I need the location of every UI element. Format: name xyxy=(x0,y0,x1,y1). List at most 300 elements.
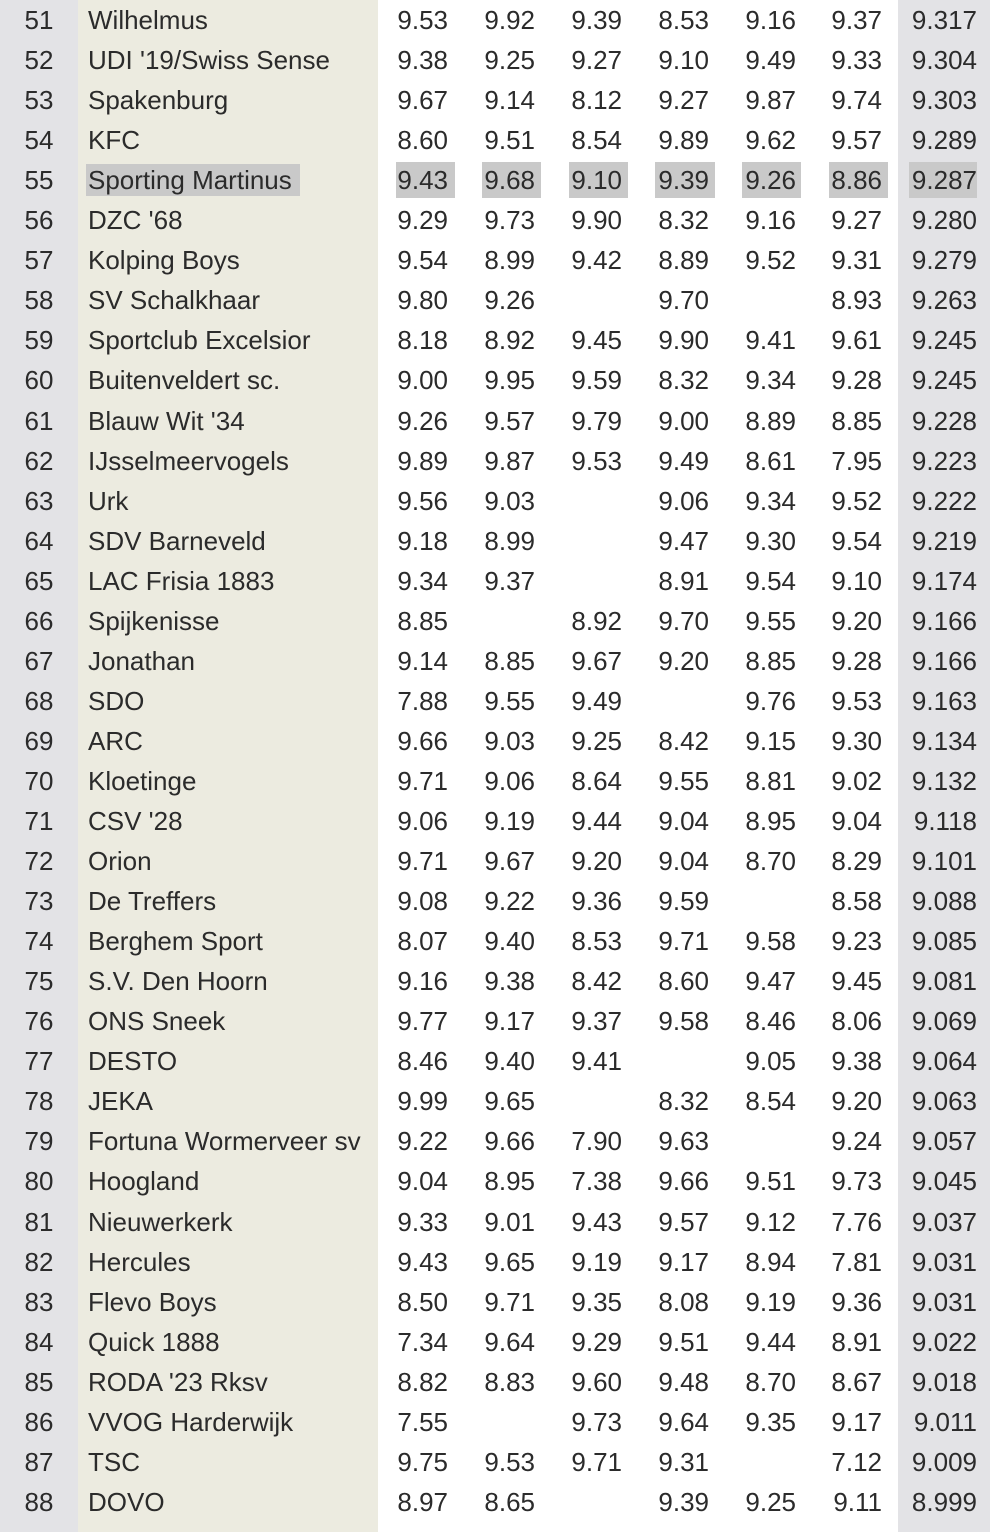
score-cell-4: 8.32 xyxy=(658,205,709,236)
team-name-cell[interactable] xyxy=(88,601,220,641)
score-cell-3: 9.43 xyxy=(571,1206,622,1237)
team-name-cell[interactable] xyxy=(88,801,183,841)
team-name-cell[interactable] xyxy=(88,1001,225,1041)
rank-cell: 52 xyxy=(24,45,54,76)
score-cell-1: 8.50 xyxy=(397,1286,448,1317)
team-name-cell[interactable] xyxy=(88,401,245,441)
score-cell-6: 9.17 xyxy=(831,1406,882,1437)
score-cell-6: 9.45 xyxy=(831,966,882,997)
team-name-cell[interactable] xyxy=(88,1202,233,1242)
total-score-cell: 9.163 xyxy=(911,685,977,716)
score-cell-1: 9.38 xyxy=(397,45,448,76)
team-name: S.V. Den Hoorn xyxy=(88,966,268,997)
score-cell-4: 9.70 xyxy=(658,285,709,316)
total-score-cell: 9.101 xyxy=(911,846,977,877)
score-cell-4: 9.04 xyxy=(658,806,709,836)
team-name-cell[interactable] xyxy=(88,921,263,961)
score-cell-3: 9.37 xyxy=(571,1006,622,1037)
score-cell-4: 9.31 xyxy=(658,1446,709,1477)
score-cell-3: 8.64 xyxy=(571,765,622,796)
rank-cell: 60 xyxy=(24,365,54,396)
score-cell-2: 9.17 xyxy=(484,1006,535,1037)
team-name-cell[interactable] xyxy=(88,1362,268,1402)
score-cell-3: 9.41 xyxy=(571,1046,622,1077)
score-cell-6: 9.36 xyxy=(831,1286,882,1317)
total-score-cell: 9.279 xyxy=(911,245,977,276)
score-cell-6: 7.12 xyxy=(831,1446,882,1477)
rank-cell: 51 xyxy=(24,5,54,35)
team-name: DZC '68 xyxy=(88,205,183,236)
team-name-cell[interactable] xyxy=(88,1402,293,1442)
score-cell-1: 9.34 xyxy=(397,565,448,596)
score-cell-5: 8.94 xyxy=(745,1246,796,1277)
table-row[interactable] xyxy=(0,360,990,400)
team-name-cell[interactable] xyxy=(88,681,144,721)
score-cell-6: 9.74 xyxy=(831,85,882,116)
score-cell-5: 9.15 xyxy=(745,725,796,756)
score-cell-2: 8.85 xyxy=(484,645,535,676)
score-cell-5: 9.52 xyxy=(745,245,796,276)
team-name: CSV '28 xyxy=(88,806,183,836)
rank-cell: 64 xyxy=(24,525,54,556)
team-name: Berghem Sport xyxy=(88,926,263,957)
score-cell-6: 8.29 xyxy=(831,846,882,877)
rank-cell: 88 xyxy=(24,1486,54,1517)
table-row[interactable] xyxy=(0,801,990,841)
total-score-cell: 9.085 xyxy=(911,926,977,957)
score-cell-1: 9.08 xyxy=(397,886,448,917)
table-row[interactable] xyxy=(0,1282,990,1322)
rank-cell: 66 xyxy=(24,605,54,636)
score-cell-6: 9.37 xyxy=(831,5,882,35)
table-row[interactable] xyxy=(0,320,990,360)
score-cell-3: 9.44 xyxy=(571,806,622,836)
score-cell-5: 8.89 xyxy=(745,405,796,436)
score-cell-6: 9.20 xyxy=(831,1086,882,1117)
team-name: SV Schalkhaar xyxy=(88,285,260,316)
rank-cell: 79 xyxy=(24,1126,54,1157)
score-cell-4: 9.27 xyxy=(658,85,709,116)
score-cell-4: 9.04 xyxy=(658,846,709,877)
table-row[interactable] xyxy=(0,601,990,641)
score-cell-6: 9.28 xyxy=(831,365,882,396)
table-row[interactable] xyxy=(0,0,990,40)
team-name-cell[interactable] xyxy=(88,120,140,160)
team-name-cell[interactable] xyxy=(88,0,208,40)
total-score-cell: 9.018 xyxy=(911,1366,977,1397)
score-cell-4: 9.49 xyxy=(658,445,709,476)
team-name: ARC xyxy=(88,725,143,756)
score-cell-4: 9.06 xyxy=(658,485,709,516)
total-score-cell: 9.011 xyxy=(913,1406,977,1437)
team-name-cell[interactable] xyxy=(88,1442,140,1482)
score-cell-3: 8.53 xyxy=(571,926,622,957)
score-cell-4: 8.08 xyxy=(658,1286,709,1317)
score-cell-2: 9.03 xyxy=(484,725,535,756)
score-cell-2: 9.55 xyxy=(484,685,535,716)
team-name: SDO xyxy=(88,685,145,716)
score-cell-5: 9.19 xyxy=(745,1286,796,1317)
team-name-cell[interactable] xyxy=(88,200,183,240)
team-name: Jonathan xyxy=(88,645,195,676)
score-cell-5: 9.35 xyxy=(745,1406,796,1437)
table-row[interactable] xyxy=(0,401,990,441)
table-row[interactable] xyxy=(0,1121,990,1161)
table-row[interactable] xyxy=(0,681,990,721)
total-score-cell: 9.174 xyxy=(911,565,977,596)
score-cell-2: 9.38 xyxy=(484,966,535,997)
score-cell-5: 9.51 xyxy=(745,1166,796,1197)
score-cell-3: 9.42 xyxy=(571,245,622,276)
score-cell-4: 9.00 xyxy=(658,405,709,436)
score-cell-2: 9.51 xyxy=(484,125,535,156)
total-score-cell: 9.069 xyxy=(911,1006,977,1037)
team-name: ONS Sneek xyxy=(88,1006,226,1037)
score-cell-4: 8.91 xyxy=(658,565,709,596)
rank-cell: 68 xyxy=(24,685,54,716)
rank-cell: 76 xyxy=(24,1006,54,1037)
score-cell-1: 9.14 xyxy=(397,645,448,676)
team-name-cell[interactable] xyxy=(88,1121,361,1161)
score-cell-4: 9.63 xyxy=(658,1126,709,1157)
total-score-cell: 9.037 xyxy=(911,1206,977,1237)
score-cell-1: 8.60 xyxy=(397,125,448,156)
rank-cell: 80 xyxy=(24,1166,54,1197)
rank-cell: 55 xyxy=(24,165,54,196)
score-cell-3: 9.25 xyxy=(571,725,622,756)
score-cell-5 xyxy=(725,1121,796,1161)
score-cell-1: 9.77 xyxy=(397,1006,448,1037)
total-score-cell: 9.057 xyxy=(911,1126,977,1157)
score-cell-5: 9.58 xyxy=(745,926,796,957)
score-cell-3: 8.42 xyxy=(571,966,622,997)
team-name: Sportclub Excelsior xyxy=(88,325,311,356)
team-name-cell[interactable] xyxy=(88,1081,153,1121)
score-cell-5: 8.46 xyxy=(745,1006,796,1037)
score-cell-1: 8.85 xyxy=(397,605,448,636)
score-cell-2 xyxy=(464,601,535,641)
score-cell-6: 8.93 xyxy=(831,285,882,316)
team-name-cell[interactable] xyxy=(88,521,266,561)
score-cell-3: 9.19 xyxy=(571,1246,622,1277)
team-name-cell[interactable] xyxy=(88,160,300,200)
team-name-cell[interactable] xyxy=(88,1282,217,1322)
score-cell-1: 8.46 xyxy=(397,1046,448,1077)
table-row[interactable] xyxy=(0,761,990,801)
table-row[interactable] xyxy=(0,521,990,561)
table-row[interactable] xyxy=(0,1362,990,1402)
score-cell-3 xyxy=(552,521,622,561)
score-cell-3: 8.54 xyxy=(571,125,622,156)
score-cell-2: 9.26 xyxy=(484,285,535,316)
table-row[interactable] xyxy=(0,921,990,961)
score-cell-5: 8.81 xyxy=(745,765,796,796)
score-cell-1: 9.99 xyxy=(397,1086,448,1117)
total-score-cell: 9.166 xyxy=(911,645,977,676)
score-cell-4: 9.66 xyxy=(658,1166,709,1197)
score-cell-3: 9.10 xyxy=(571,165,622,196)
table-row[interactable] xyxy=(0,1242,990,1282)
score-cell-5 xyxy=(725,881,796,921)
score-cell-1: 9.06 xyxy=(397,806,448,836)
score-cell-5: 9.26 xyxy=(745,165,796,196)
score-cell-6: 9.11 xyxy=(833,1486,882,1517)
score-cell-5: 9.30 xyxy=(745,525,796,556)
score-cell-3: 9.90 xyxy=(571,205,622,236)
score-cell-6: 9.04 xyxy=(831,806,882,836)
team-name: Nieuwerkerk xyxy=(88,1206,233,1237)
rank-cell: 53 xyxy=(24,85,54,116)
total-score-cell: 8.999 xyxy=(911,1486,977,1517)
team-name: UDI '19/Swiss Sense xyxy=(88,45,330,76)
team-name-cell[interactable] xyxy=(88,1161,199,1201)
team-name-cell[interactable] xyxy=(88,80,228,120)
table-row[interactable] xyxy=(0,1081,990,1121)
score-cell-3: 9.59 xyxy=(571,365,622,396)
table-row[interactable] xyxy=(0,120,990,160)
score-cell-2: 9.14 xyxy=(484,85,535,116)
score-cell-2: 9.01 xyxy=(484,1206,535,1237)
score-cell-1: 9.75 xyxy=(397,1446,448,1477)
team-name: Quick 1888 xyxy=(88,1326,220,1357)
score-cell-4: 9.17 xyxy=(658,1246,709,1277)
rank-cell: 77 xyxy=(24,1046,54,1077)
score-cell-2: 9.25 xyxy=(484,45,535,76)
rank-cell: 72 xyxy=(24,846,54,877)
total-score-cell: 9.245 xyxy=(911,325,977,356)
score-cell-6: 7.81 xyxy=(831,1246,882,1277)
team-name: Fortuna Wormerveer sv xyxy=(88,1126,361,1157)
table-row[interactable] xyxy=(0,721,990,761)
team-name-cell[interactable] xyxy=(88,40,330,80)
score-cell-3 xyxy=(552,280,622,320)
score-cell-5: 9.54 xyxy=(745,565,796,596)
score-cell-2: 9.73 xyxy=(484,205,535,236)
table-row[interactable] xyxy=(0,961,990,1001)
score-cell-5: 9.55 xyxy=(745,605,796,636)
team-name-cell[interactable] xyxy=(88,441,289,481)
team-name-cell[interactable] xyxy=(88,561,274,601)
score-cell-5: 8.61 xyxy=(745,445,796,476)
score-cell-1: 8.18 xyxy=(397,325,448,356)
table-row[interactable] xyxy=(0,881,990,921)
team-name-cell[interactable] xyxy=(88,280,260,320)
score-cell-6: 8.06 xyxy=(831,1006,882,1037)
score-cell-4: 9.39 xyxy=(658,165,709,196)
score-cell-6: 8.86 xyxy=(831,165,882,196)
table-row[interactable] xyxy=(0,441,990,481)
team-name-cell[interactable] xyxy=(88,1482,165,1522)
score-cell-4: 8.42 xyxy=(658,725,709,756)
score-cell-4: 9.55 xyxy=(658,765,709,796)
team-name-cell[interactable] xyxy=(88,360,280,400)
score-cell-3 xyxy=(552,1081,622,1121)
team-name-cell[interactable] xyxy=(88,721,143,761)
score-cell-2: 9.64 xyxy=(484,1326,535,1357)
table-row[interactable] xyxy=(0,1482,990,1522)
team-name: Orion xyxy=(88,846,152,877)
score-cell-4: 9.90 xyxy=(658,325,709,356)
score-cell-1: 8.07 xyxy=(397,926,448,957)
score-cell-4 xyxy=(638,1041,709,1081)
score-cell-1: 9.71 xyxy=(397,765,448,796)
team-name: Blauw Wit '34 xyxy=(88,405,245,436)
table-row[interactable] xyxy=(0,1041,990,1081)
score-cell-3: 9.71 xyxy=(571,1446,622,1477)
score-cell-1: 9.22 xyxy=(397,1126,448,1157)
score-cell-3: 9.60 xyxy=(571,1366,622,1397)
score-cell-2: 9.53 xyxy=(484,1446,535,1477)
score-cell-3: 8.92 xyxy=(571,605,622,636)
table-row[interactable] xyxy=(0,1322,990,1362)
score-cell-5: 9.76 xyxy=(745,685,796,716)
table-row[interactable] xyxy=(0,240,990,280)
score-cell-6: 9.33 xyxy=(831,45,882,76)
rank-cell: 70 xyxy=(24,765,54,796)
score-cell-5: 9.16 xyxy=(745,205,796,236)
team-name: KFC xyxy=(88,125,140,156)
table-row[interactable] xyxy=(0,641,990,681)
score-cell-1: 9.53 xyxy=(397,5,448,35)
score-cell-6: 9.54 xyxy=(831,525,882,556)
score-cell-2: 8.99 xyxy=(484,525,535,556)
score-cell-2: 8.92 xyxy=(484,325,535,356)
score-cell-2: 9.95 xyxy=(484,365,535,396)
rank-cell: 83 xyxy=(24,1286,54,1317)
total-score-cell: 9.022 xyxy=(911,1326,977,1357)
team-name-cell[interactable] xyxy=(88,841,152,881)
total-score-cell: 9.045 xyxy=(911,1166,977,1197)
score-cell-4: 9.47 xyxy=(658,525,709,556)
score-cell-1: 7.34 xyxy=(397,1326,448,1357)
score-cell-4: 9.57 xyxy=(658,1206,709,1237)
score-cell-4: 9.70 xyxy=(658,605,709,636)
score-cell-1: 9.89 xyxy=(397,445,448,476)
score-cell-2: 9.40 xyxy=(484,926,535,957)
score-cell-2: 9.65 xyxy=(484,1086,535,1117)
score-cell-4: 9.48 xyxy=(658,1366,709,1397)
score-cell-2: 9.40 xyxy=(484,1046,535,1077)
score-cell-1: 9.04 xyxy=(397,1166,448,1197)
score-cell-4: 9.20 xyxy=(658,645,709,676)
rank-cell: 54 xyxy=(24,125,54,156)
score-cell-5 xyxy=(725,280,796,320)
table-row[interactable] xyxy=(0,1402,990,1442)
score-cell-5: 8.95 xyxy=(745,806,796,836)
team-name-cell[interactable] xyxy=(88,320,311,360)
table-row[interactable] xyxy=(0,1161,990,1201)
table-row[interactable] xyxy=(0,1202,990,1242)
table-row[interactable] xyxy=(0,80,990,120)
score-cell-6: 9.31 xyxy=(831,245,882,276)
score-cell-1: 9.56 xyxy=(397,485,448,516)
rank-cell: 81 xyxy=(24,1206,54,1237)
score-cell-5: 9.62 xyxy=(745,125,796,156)
team-name-cell[interactable] xyxy=(88,881,216,921)
total-score-cell: 9.289 xyxy=(911,125,977,156)
table-row[interactable] xyxy=(0,280,990,320)
score-cell-4 xyxy=(638,681,709,721)
team-name: Sporting Martinus xyxy=(86,164,300,196)
score-cell-2: 8.99 xyxy=(484,245,535,276)
score-cell-3: 9.45 xyxy=(571,325,622,356)
team-name: Buitenveldert sc. xyxy=(88,365,281,396)
rank-cell: 56 xyxy=(24,205,54,236)
score-cell-5: 9.49 xyxy=(745,45,796,76)
table-row[interactable] xyxy=(0,561,990,601)
score-cell-2: 8.95 xyxy=(484,1166,535,1197)
team-name: Spijkenisse xyxy=(88,605,220,636)
table-row[interactable] xyxy=(0,1001,990,1041)
score-cell-1: 9.66 xyxy=(397,725,448,756)
score-cell-3: 9.67 xyxy=(571,645,622,676)
total-score-cell: 9.064 xyxy=(911,1046,977,1077)
team-name-cell[interactable] xyxy=(88,240,240,280)
score-cell-1: 9.67 xyxy=(397,85,448,116)
team-name-cell[interactable] xyxy=(88,641,195,681)
score-cell-4: 8.60 xyxy=(658,966,709,997)
score-cell-6: 9.27 xyxy=(831,205,882,236)
team-name-cell[interactable] xyxy=(88,761,196,801)
team-name: Spakenburg xyxy=(88,85,229,116)
team-name-cell[interactable] xyxy=(88,1242,191,1282)
score-cell-1: 9.43 xyxy=(397,165,448,196)
score-cell-4: 9.39 xyxy=(658,1486,709,1517)
team-name: Kloetinge xyxy=(88,765,197,796)
total-score-cell: 9.009 xyxy=(911,1446,977,1477)
rank-cell: 85 xyxy=(24,1366,54,1397)
score-cell-3 xyxy=(552,561,622,601)
rank-cell: 71 xyxy=(24,806,54,836)
rank-cell: 84 xyxy=(24,1326,54,1357)
score-cell-2: 9.71 xyxy=(484,1286,535,1317)
score-cell-1: 8.97 xyxy=(397,1486,448,1517)
score-cell-3: 9.35 xyxy=(571,1286,622,1317)
team-name-cell[interactable] xyxy=(88,961,268,1001)
score-cell-6: 9.20 xyxy=(831,605,882,636)
score-cell-3: 7.38 xyxy=(571,1166,622,1197)
team-name: Flevo Boys xyxy=(88,1286,217,1317)
table-row[interactable] xyxy=(0,1442,990,1482)
table-row[interactable] xyxy=(0,841,990,881)
score-cell-3: 7.90 xyxy=(571,1126,622,1157)
score-cell-2: 9.19 xyxy=(484,806,535,836)
team-name: TSC xyxy=(88,1446,140,1477)
table-row[interactable] xyxy=(0,160,990,200)
total-score-cell: 9.063 xyxy=(911,1086,977,1117)
score-cell-6: 9.61 xyxy=(831,325,882,356)
total-score-cell: 9.118 xyxy=(913,806,977,836)
table-row[interactable] xyxy=(0,481,990,521)
score-cell-5: 9.12 xyxy=(745,1206,796,1237)
rank-cell: 62 xyxy=(24,445,54,476)
total-score-cell: 9.222 xyxy=(911,485,977,516)
score-cell-2: 9.65 xyxy=(484,1246,535,1277)
team-name-cell[interactable] xyxy=(88,1322,220,1362)
score-cell-1: 9.54 xyxy=(397,245,448,276)
score-cell-1: 9.33 xyxy=(397,1206,448,1237)
team-name: De Treffers xyxy=(88,886,217,917)
team-name-cell[interactable] xyxy=(88,1041,177,1081)
score-cell-3 xyxy=(552,1482,622,1522)
score-cell-5 xyxy=(725,1442,796,1482)
table-row[interactable] xyxy=(0,40,990,80)
total-score-cell: 9.223 xyxy=(911,445,977,476)
rank-cell: 63 xyxy=(24,485,54,516)
team-name-cell[interactable] xyxy=(88,481,128,521)
score-cell-4: 9.89 xyxy=(658,125,709,156)
table-row[interactable] xyxy=(0,200,990,240)
